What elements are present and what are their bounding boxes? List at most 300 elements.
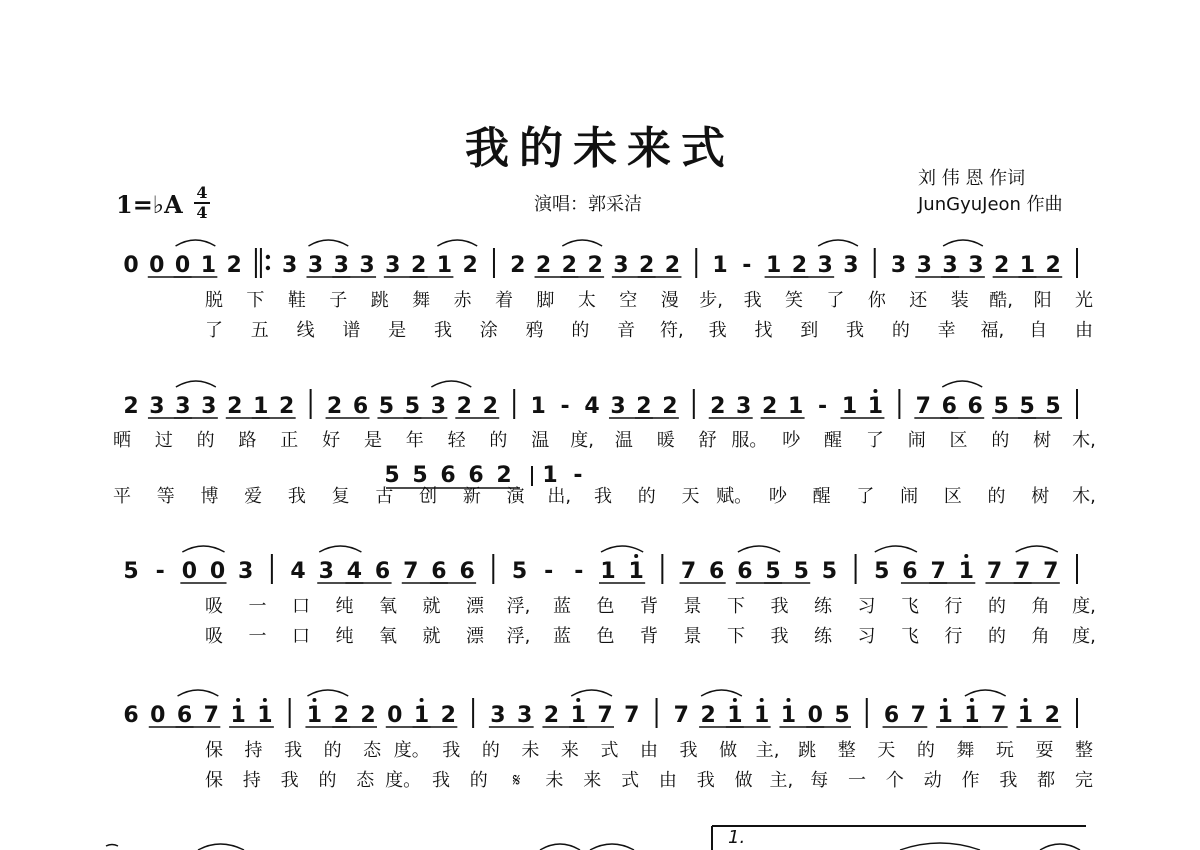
- lyric-syllable: 一: [248, 626, 267, 647]
- lyric-syllable: 创: [419, 486, 438, 507]
- note: 5: [874, 559, 890, 584]
- alt-note: 6: [468, 463, 484, 488]
- lyric-syllable: 区: [949, 430, 968, 451]
- lyric-syllable: 做: [719, 740, 738, 761]
- note: 0: [174, 253, 191, 278]
- lyric-syllable: 服。: [731, 430, 768, 451]
- lyric-syllable: 主,: [769, 770, 794, 791]
- note: 7: [597, 703, 613, 728]
- lyric-syllable: 我: [846, 320, 865, 341]
- note: 3: [149, 394, 165, 419]
- lyric-syllable: 氧: [379, 596, 397, 617]
- note: 2: [1044, 703, 1060, 728]
- note: 1: [1019, 253, 1036, 278]
- lyric-syllable: 整: [837, 740, 856, 761]
- note: 1: [200, 253, 217, 278]
- note: 5: [993, 394, 1009, 419]
- note: 2: [462, 253, 478, 278]
- alt-note: 1: [542, 463, 558, 488]
- note: 1: [765, 253, 782, 278]
- lyric-syllable: 来: [583, 770, 602, 791]
- lyric-syllable: 舒: [698, 430, 717, 451]
- lyric-syllable: 醒: [812, 486, 831, 507]
- lyric-syllable: 都: [1037, 770, 1056, 791]
- note: 7: [930, 559, 946, 584]
- lyric-syllable: 跳: [798, 740, 817, 761]
- note: 3: [490, 703, 506, 728]
- note: 2: [326, 394, 343, 419]
- tie-slur: [176, 381, 216, 387]
- lyric-syllable: 我: [287, 486, 306, 507]
- note: 2: [1045, 253, 1061, 278]
- repeat-dot: [266, 255, 270, 259]
- note: 0: [387, 703, 403, 728]
- lyric-syllable: 我: [708, 320, 727, 341]
- lyric-syllable: 保: [205, 740, 223, 761]
- note: 0: [181, 559, 198, 584]
- lyric-syllable: 吸: [205, 596, 223, 617]
- note: 2: [279, 394, 295, 419]
- lyric-syllable: 我: [431, 770, 450, 791]
- note: 0: [149, 253, 165, 278]
- high-dot: [236, 698, 240, 702]
- note: 7: [991, 703, 1007, 728]
- lyric-syllable: 玩: [995, 740, 1014, 761]
- lyric-syllable: 练: [814, 626, 832, 647]
- lyric-syllable: 脱: [205, 290, 223, 311]
- note: 3: [736, 394, 752, 419]
- tie-slur: [307, 690, 348, 696]
- lyric-syllable: 度。: [393, 740, 430, 761]
- note: 2: [791, 253, 808, 278]
- lyric-syllable: 纯: [335, 596, 354, 617]
- lyric-syllable: 的: [891, 320, 910, 341]
- lyric-syllable: 新: [462, 486, 481, 507]
- note: 3: [430, 394, 447, 419]
- note: 6: [902, 559, 918, 584]
- note: 7: [986, 559, 1003, 584]
- lyric-syllable: 的: [916, 740, 935, 761]
- volta-label: 1.: [728, 827, 746, 848]
- lyric-syllable: 出,: [547, 486, 572, 507]
- lyric-syllable: 下: [246, 290, 265, 311]
- lyric-syllable: 年: [405, 430, 424, 451]
- tie-slur: [308, 240, 348, 246]
- lyric-syllable: 由: [658, 770, 677, 791]
- lyric-syllable: 作: [961, 770, 980, 791]
- lyric-syllable: 闹: [900, 486, 919, 507]
- note: 7: [1043, 559, 1059, 584]
- note: 5: [793, 559, 809, 584]
- lyric-syllable: 色: [596, 626, 615, 647]
- note: 1: [628, 559, 644, 584]
- lyric-syllable: 是: [363, 430, 382, 451]
- note: 1: [230, 703, 246, 728]
- tie-slur: [875, 546, 917, 552]
- note: 3: [307, 253, 324, 278]
- note: 6: [459, 559, 475, 584]
- note: 2: [535, 253, 552, 278]
- composer-credit: JunGyuJeon 作曲: [918, 194, 1063, 215]
- lyric-syllable: 还: [909, 290, 928, 311]
- lyric-syllable: 的: [196, 430, 215, 451]
- high-dot: [873, 389, 877, 393]
- note: 4: [290, 559, 306, 584]
- note: 3: [318, 559, 334, 584]
- lyric-syllable: 步,: [699, 290, 724, 311]
- lyric-syllable: 赋。: [716, 486, 753, 507]
- tie-slur: [900, 843, 980, 850]
- note: 4: [584, 394, 600, 419]
- note: 1: [867, 394, 884, 419]
- lyric-syllable: 𝄋: [512, 770, 521, 791]
- lyric-syllable: 空: [619, 290, 638, 311]
- note: 1: [958, 559, 974, 584]
- tie-slur: [540, 844, 580, 850]
- lyric-syllable: 一: [848, 770, 867, 791]
- lyric-syllable: 音: [617, 320, 636, 341]
- lyric-syllable: 下: [727, 626, 745, 647]
- lyric-syllable: 式: [621, 770, 640, 791]
- lyric-syllable: 过: [154, 430, 173, 451]
- lyric-syllable: 我: [743, 290, 762, 311]
- lyric-syllable: 装: [950, 290, 969, 311]
- note: 3: [942, 253, 958, 278]
- lyric-syllable: 我: [284, 740, 303, 761]
- note: 2: [761, 394, 778, 419]
- note: 2: [543, 703, 560, 728]
- high-dot: [420, 698, 424, 702]
- note: 0: [209, 559, 226, 584]
- lyric-syllable: 未: [521, 740, 540, 761]
- lyric-syllable: 到: [800, 320, 819, 341]
- lyric-syllable: 光: [1075, 290, 1093, 311]
- note: 2: [639, 253, 655, 278]
- note: 6: [374, 559, 391, 584]
- lyric-syllable: 吵: [768, 486, 787, 507]
- note: 2: [510, 253, 526, 278]
- note: 2: [410, 253, 427, 278]
- note: 1: [306, 703, 323, 728]
- note: 7: [203, 703, 219, 728]
- lyric-syllable: 子: [329, 290, 348, 311]
- lyric-syllable: 我: [770, 596, 789, 617]
- lyric-syllable: 赤: [453, 290, 472, 311]
- tie-slur: [590, 844, 634, 850]
- lyric-syllable: 自: [1029, 320, 1048, 341]
- lyric-syllable: 我: [696, 770, 715, 791]
- lyric-syllable: 的: [489, 430, 508, 451]
- lyric-syllable: 天: [877, 740, 896, 761]
- note: 7: [673, 703, 689, 728]
- tie-slur: [571, 690, 612, 696]
- note: 2: [360, 703, 376, 728]
- alt-note: -: [573, 463, 583, 488]
- lyric-syllable: 我: [280, 770, 299, 791]
- lyric-syllable: 的: [987, 486, 1006, 507]
- lyric-syllable: 由: [1075, 320, 1093, 341]
- tie-slur: [198, 844, 244, 850]
- lyric-syllable: 涂: [479, 320, 498, 341]
- lyric-syllable: 着: [495, 290, 513, 311]
- lyric-syllable: 吸: [205, 626, 223, 647]
- note: 2: [226, 253, 242, 278]
- note: 0: [123, 253, 139, 278]
- lyric-syllable: 木,: [1072, 430, 1096, 451]
- lyric-syllable: 是: [388, 320, 407, 341]
- note: 6: [709, 559, 725, 584]
- note: 5: [1045, 394, 1061, 419]
- tie-slur: [965, 690, 1006, 696]
- note: 6: [352, 394, 369, 419]
- note: 3: [843, 253, 859, 278]
- high-dot: [964, 554, 968, 558]
- note: 5: [404, 394, 421, 419]
- lyric-syllable: 景: [683, 626, 702, 647]
- lyric-syllable: 我: [442, 740, 461, 761]
- time-signature-bottom: 4: [196, 203, 208, 222]
- tie-slur: [319, 546, 361, 552]
- note: 1: [841, 394, 858, 419]
- note: 1: [712, 253, 728, 278]
- lyric-syllable: 角: [1031, 626, 1050, 647]
- tie-slur: [562, 240, 602, 246]
- lyric-syllable: 的: [318, 770, 337, 791]
- lyric-syllable: 习: [857, 626, 876, 647]
- lyric-syllable: 鞋: [287, 290, 306, 311]
- lyric-syllable: 你: [867, 290, 886, 311]
- lyric-syllable: 态: [363, 740, 382, 761]
- lyric-syllable: 飞: [901, 596, 919, 617]
- lyric-syllable: 我: [594, 486, 612, 507]
- lyric-syllable: 度,: [1072, 626, 1096, 647]
- note: 3: [238, 559, 254, 584]
- note: 5: [821, 559, 838, 584]
- note: 3: [890, 253, 907, 278]
- note: 3: [175, 394, 191, 419]
- lyric-syllable: 持: [242, 770, 261, 791]
- note: 3: [201, 394, 217, 419]
- note: 2: [710, 394, 726, 419]
- lyric-syllable: 天: [681, 486, 700, 507]
- note: 2: [662, 394, 678, 419]
- lyric-syllable: 每: [810, 770, 829, 791]
- note: 3: [916, 253, 932, 278]
- lyric-syllable: 角: [1031, 596, 1050, 617]
- note: 1: [436, 253, 453, 278]
- lyric-syllable: 做: [734, 770, 753, 791]
- lyric-syllable: 笑: [785, 290, 803, 311]
- lyric-syllable: 暖: [656, 430, 675, 451]
- note: 5: [123, 559, 139, 584]
- lyric-syllable: 态: [356, 770, 375, 791]
- lyric-syllable: 等: [156, 486, 175, 507]
- note: 4: [346, 559, 363, 584]
- lyric-syllable: 古: [375, 486, 394, 507]
- tie-slur: [601, 546, 643, 552]
- lyric-syllable: 了: [865, 430, 884, 451]
- lyric-syllable: 酷,: [989, 290, 1014, 311]
- lyric-syllable: 行: [944, 596, 963, 617]
- lyric-syllable: 背: [640, 596, 658, 617]
- high-dot: [733, 698, 737, 702]
- note: -: [544, 559, 554, 584]
- lyric-syllable: 了: [856, 486, 875, 507]
- lyric-syllable: 我: [999, 770, 1018, 791]
- note: 1: [937, 703, 953, 728]
- lyric-syllable: 符,: [660, 320, 684, 341]
- lyric-syllable: 持: [244, 740, 263, 761]
- lyric-syllable: 的: [481, 740, 500, 761]
- note: 5: [511, 559, 528, 584]
- tie-slur: [106, 845, 118, 847]
- tie-slur: [942, 381, 982, 387]
- note: 2: [993, 253, 1010, 278]
- lyric-syllable: 舞: [956, 740, 975, 761]
- note: 6: [123, 703, 139, 728]
- high-dot: [312, 698, 316, 702]
- lyric-syllable: 爱: [244, 486, 263, 507]
- lyric-syllable: 好: [322, 430, 341, 451]
- high-dot: [970, 698, 974, 702]
- note: 1: [754, 703, 770, 728]
- high-dot: [943, 698, 947, 702]
- note: 1: [600, 559, 616, 584]
- tie-slur: [182, 546, 224, 552]
- lyric-syllable: 线: [296, 320, 315, 341]
- note: 5: [1019, 394, 1035, 419]
- note: 1: [787, 394, 804, 419]
- lyric-syllable: 动: [923, 770, 942, 791]
- lyric-syllable: 度。: [385, 770, 422, 791]
- lyric-syllable: 谱: [342, 320, 361, 341]
- lyric-syllable: 跳: [370, 290, 389, 311]
- lyric-syllable: 树: [1033, 430, 1052, 451]
- note: 2: [123, 394, 139, 419]
- lyric-syllable: 我: [679, 740, 698, 761]
- tie-slur: [178, 690, 219, 696]
- lyric-syllable: 纯: [335, 626, 354, 647]
- tie-slur: [1040, 844, 1080, 850]
- note: 5: [834, 703, 850, 728]
- lyric-syllable: 整: [1075, 740, 1093, 761]
- note: 2: [561, 253, 577, 278]
- lyric-syllable: 温: [531, 430, 550, 451]
- lyric-syllable: 的: [991, 430, 1010, 451]
- note: 6: [431, 559, 447, 584]
- lyric-syllable: 复: [331, 486, 350, 507]
- lyric-syllable: 一: [248, 596, 267, 617]
- note: -: [560, 394, 570, 419]
- lyric-syllable: 树: [1031, 486, 1050, 507]
- lyric-syllable: 了: [826, 290, 845, 311]
- note: 2: [227, 394, 243, 419]
- lyric-syllable: 区: [943, 486, 962, 507]
- note: 3: [333, 253, 349, 278]
- lyric-syllable: 阳: [1033, 290, 1052, 311]
- note: -: [742, 253, 752, 278]
- alt-note: 5: [384, 463, 400, 488]
- note: 6: [941, 394, 957, 419]
- lyric-syllable: 了: [205, 320, 223, 341]
- alt-note: 2: [496, 463, 512, 488]
- lyric-syllable: 晒: [113, 430, 131, 451]
- lyric-syllable: 行: [944, 626, 963, 647]
- lyric-syllable: 色: [596, 596, 615, 617]
- note: 6: [737, 559, 753, 584]
- note: 6: [967, 394, 983, 419]
- lyric-syllable: 就: [422, 626, 441, 647]
- lyric-syllable: 式: [600, 740, 619, 761]
- note: 6: [176, 703, 193, 728]
- lyric-syllable: 漂: [466, 626, 484, 647]
- note: 1: [780, 703, 797, 728]
- lyric-syllable: 耍: [1035, 740, 1054, 761]
- lyric-syllable: 福,: [980, 320, 1005, 341]
- tie-slur: [818, 240, 858, 246]
- repeat-dot: [266, 266, 270, 270]
- lyric-syllable: 飞: [901, 626, 919, 647]
- lyric-syllable: 五: [250, 320, 269, 341]
- lyric-syllable: 路: [238, 430, 257, 451]
- tie-slur: [1016, 546, 1058, 552]
- high-dot: [634, 554, 638, 558]
- note: 2: [482, 394, 498, 419]
- tie-slur: [701, 690, 742, 696]
- note: 3: [968, 253, 984, 278]
- note: 3: [517, 703, 533, 728]
- lyric-syllable: 的: [469, 770, 488, 791]
- note: -: [574, 559, 584, 584]
- tie-slur: [738, 546, 780, 552]
- lyric-syllable: 吵: [782, 430, 801, 451]
- high-dot: [760, 698, 764, 702]
- lyric-syllable: 脚: [536, 290, 555, 311]
- note: 2: [440, 703, 456, 728]
- lyric-syllable: 的: [571, 320, 590, 341]
- lyric-syllable: 完: [1075, 770, 1093, 791]
- lyric-syllable: 木,: [1072, 486, 1096, 507]
- lyric-syllable: 蓝: [553, 626, 571, 647]
- lyric-syllable: 漫: [660, 290, 679, 311]
- lyric-syllable: 平: [113, 486, 131, 507]
- lyricist-credit: 刘 伟 恩 作词: [918, 168, 1026, 189]
- lyric-syllable: 温: [614, 430, 633, 451]
- lyric-syllable: 幸: [937, 320, 956, 341]
- lyric-syllable: 个: [885, 770, 904, 791]
- lyric-syllable: 博: [200, 486, 219, 507]
- note: 2: [456, 394, 472, 419]
- lyric-syllable: 景: [683, 596, 702, 617]
- lyric-syllable: 度,: [570, 430, 594, 451]
- note: 2: [664, 253, 681, 278]
- lyric-syllable: 主,: [755, 740, 780, 761]
- singer-credit: 演唱：郭采洁: [534, 194, 642, 215]
- note: 1: [413, 703, 430, 728]
- lyric-syllable: 轻: [447, 430, 466, 451]
- lyric-syllable: 由: [640, 740, 658, 761]
- note: 3: [385, 253, 401, 278]
- lyric-syllable: 浮,: [506, 596, 531, 617]
- note: -: [155, 559, 165, 584]
- lyric-syllable: 就: [422, 596, 441, 617]
- note: 3: [610, 394, 626, 419]
- high-dot: [1023, 698, 1027, 702]
- alt-note: 6: [440, 463, 456, 488]
- lyric-syllable: 练: [814, 596, 832, 617]
- note: 1: [1017, 703, 1034, 728]
- lyric-syllable: 找: [754, 320, 773, 341]
